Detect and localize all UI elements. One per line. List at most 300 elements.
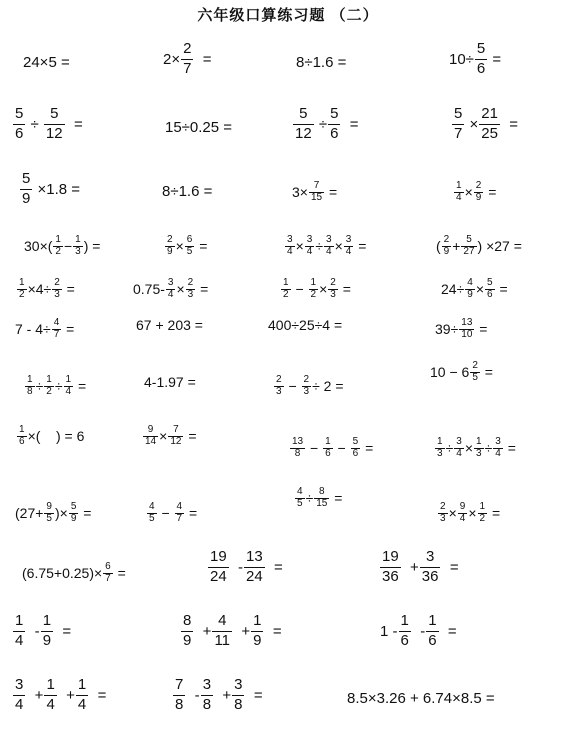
fraction: [181, 40, 193, 79]
fraction: [290, 437, 305, 459]
fraction: [212, 612, 232, 651]
expression-text: =: [196, 281, 209, 297]
expression-text: 1 -: [380, 622, 398, 640]
expression-text: ×( ) = 6: [27, 428, 85, 444]
numerator: 5: [330, 105, 339, 122]
numerator: 3: [167, 277, 174, 288]
numerator: 4: [467, 277, 473, 288]
denominator: 4: [15, 631, 24, 649]
problem-p04: [449, 40, 501, 79]
problem-p15: [284, 235, 366, 257]
numerator: 1: [42, 612, 52, 629]
fraction: [274, 375, 284, 397]
denominator: 4: [456, 191, 462, 203]
expression-text: (: [436, 238, 441, 254]
problem-p43: [12, 676, 106, 715]
numerator: 1: [253, 612, 262, 629]
expression-text: =: [338, 281, 351, 297]
fraction: [295, 487, 305, 509]
numerator: 2: [475, 180, 482, 191]
fraction: [147, 502, 157, 524]
fraction: [44, 375, 54, 397]
expression-text: −: [333, 440, 350, 456]
numerator: 3: [234, 676, 243, 693]
problem-p16: [436, 235, 522, 257]
numerator: 7: [313, 180, 320, 191]
numerator: 5: [50, 105, 59, 122]
denominator: 24: [210, 567, 227, 585]
denominator: 4: [77, 695, 87, 713]
fraction: [64, 375, 74, 397]
numerator: 13: [292, 436, 304, 447]
problem-p32: [434, 437, 516, 459]
fraction: [13, 105, 25, 144]
fraction: [232, 676, 244, 715]
expression-text: 39÷: [435, 321, 459, 337]
fraction: [305, 235, 315, 257]
denominator: 6: [487, 288, 493, 300]
numerator: 6: [186, 234, 193, 245]
expression-text: 15÷0.25 =: [165, 119, 233, 136]
numerator: 3: [287, 234, 293, 245]
numerator: 1: [400, 612, 409, 629]
problem-p19: [280, 278, 351, 300]
expression-text: ) =: [83, 238, 101, 254]
denominator: 4: [459, 512, 466, 524]
numerator: 1: [46, 676, 55, 693]
fraction: [41, 612, 53, 651]
denominator: 9: [475, 191, 482, 203]
denominator: 4: [326, 245, 332, 257]
expression-text: =: [488, 50, 502, 68]
fraction: [244, 548, 265, 587]
denominator: 2: [479, 512, 486, 524]
numerator: 4: [176, 501, 183, 512]
denominator: 4: [46, 695, 55, 713]
expression-text: 3×: [292, 184, 308, 200]
fraction: [454, 181, 464, 203]
expression-text: =: [500, 115, 519, 133]
fraction: [328, 278, 338, 300]
problem-p17: [16, 278, 75, 300]
denominator: 9: [443, 245, 450, 257]
fraction: [438, 502, 448, 524]
denominator: 4: [167, 288, 174, 300]
expression-text: =: [65, 115, 83, 133]
expression-text: +: [401, 558, 419, 576]
problem-p13: [24, 235, 100, 257]
problem-p10: [162, 184, 212, 199]
problem-p23: [268, 318, 342, 332]
expression-text: +: [57, 686, 75, 704]
numerator: 2: [54, 277, 60, 288]
numerator: 1: [479, 501, 486, 512]
numerator: 4: [149, 501, 155, 512]
expression-text: -: [229, 558, 244, 576]
fraction: [69, 502, 79, 524]
expression-text: +: [233, 622, 251, 640]
expression-text: ×: [175, 238, 184, 254]
fraction: [479, 105, 500, 144]
expression-text: =: [484, 184, 497, 200]
expression-text: +: [452, 238, 461, 254]
expression-text: ÷: [35, 378, 44, 394]
denominator: 10: [461, 328, 473, 340]
denominator: 36: [421, 567, 439, 585]
fraction: [76, 676, 88, 715]
denominator: 4: [15, 695, 24, 713]
numerator: 1: [476, 436, 482, 447]
denominator: 5: [149, 512, 155, 524]
expression-text: =: [325, 184, 338, 200]
expression-text: =: [264, 622, 282, 640]
expression-text: ÷: [54, 378, 63, 394]
problem-p44: [172, 676, 263, 715]
denominator: 8: [294, 447, 301, 459]
numerator: 21: [481, 105, 498, 122]
expression-text: +: [194, 622, 212, 640]
expression-text: 8÷1.6 =: [162, 183, 213, 200]
problem-p35: [294, 487, 342, 509]
expression-text: 10÷: [449, 50, 474, 68]
problem-p39: [379, 548, 459, 587]
fraction: [181, 612, 193, 651]
problem-p01: [23, 55, 70, 70]
numerator: 1: [456, 180, 462, 191]
denominator: 3: [276, 385, 282, 397]
numerator: 8: [319, 486, 325, 497]
denominator: 2: [55, 245, 61, 257]
numerator: 5: [22, 170, 31, 187]
denominator: 9: [42, 631, 52, 649]
denominator: 3: [440, 512, 446, 524]
problem-p02: [163, 40, 212, 79]
numerator: 7: [173, 424, 179, 435]
expression-text: =: [354, 238, 367, 254]
numerator: 5: [352, 436, 359, 447]
expression-text: =: [341, 115, 359, 133]
fraction: [73, 235, 83, 257]
fraction: [485, 278, 495, 300]
fraction: [314, 487, 329, 509]
expression-text: =: [439, 622, 457, 640]
numerator: 2: [472, 360, 478, 371]
fraction: [44, 502, 54, 524]
fraction: [465, 278, 475, 300]
numerator: 1: [65, 374, 72, 385]
numerator: 4: [297, 486, 303, 497]
fraction: [186, 278, 196, 300]
numerator: 9: [46, 501, 52, 512]
expression-text: ×: [468, 505, 477, 521]
numerator: 1: [77, 676, 87, 693]
fraction: [380, 548, 401, 587]
expression-text: =: [330, 490, 343, 506]
denominator: 9: [467, 288, 473, 300]
expression-text: ×: [475, 281, 485, 297]
numerator: 1: [19, 277, 25, 288]
fraction: [165, 235, 175, 257]
numerator: 1: [75, 234, 81, 245]
fraction: [175, 502, 185, 524]
denominator: 4: [65, 385, 72, 397]
expression-text: ×: [448, 505, 457, 521]
denominator: 15: [316, 497, 328, 509]
fraction: [454, 437, 464, 459]
fraction: [474, 181, 484, 203]
problem-p03: [296, 55, 346, 70]
denominator: 3: [303, 385, 310, 397]
denominator: 7: [53, 328, 60, 340]
numerator: 4: [218, 612, 227, 629]
denominator: 9: [183, 631, 192, 649]
numerator: 1: [55, 234, 61, 245]
denominator: 4: [495, 447, 501, 459]
numerator: 1: [437, 436, 443, 447]
problem-p11: [292, 181, 337, 203]
expression-text: =: [54, 622, 72, 640]
numerator: 1: [19, 424, 25, 435]
expression-text: ) ×27 =: [477, 238, 522, 254]
expression-text: ×: [159, 428, 168, 444]
expression-text: 0.75-: [133, 281, 165, 297]
denominator: 36: [382, 567, 399, 585]
numerator: 3: [15, 676, 24, 693]
numerator: 5: [487, 277, 493, 288]
expression-text: 30×(: [24, 238, 53, 254]
fraction: [52, 278, 62, 300]
denominator: 12: [295, 124, 312, 142]
fraction: [52, 318, 62, 340]
numerator: 8: [183, 612, 192, 629]
fraction: [452, 105, 464, 144]
numerator: 2: [167, 234, 173, 245]
expression-text: =: [480, 364, 493, 380]
expression-text: +: [26, 686, 44, 704]
denominator: 6: [352, 447, 359, 459]
fraction: [323, 437, 333, 459]
numerator: 13: [461, 317, 473, 328]
numerator: 2: [330, 277, 336, 288]
expression-text: −: [63, 238, 73, 254]
problem-p34: [146, 502, 197, 524]
fraction: [143, 425, 158, 447]
problem-p33: [15, 502, 91, 524]
fraction: [13, 676, 25, 715]
denominator: 6: [428, 631, 437, 649]
expression-text: =: [361, 440, 374, 456]
denominator: 8: [202, 695, 212, 713]
denominator: 2: [283, 288, 289, 300]
denominator: 7: [105, 572, 111, 584]
fraction: [475, 40, 487, 79]
problem-p30: [142, 425, 197, 447]
denominator: 9: [70, 512, 77, 524]
expression-text: ÷: [305, 490, 314, 506]
problem-p41: [180, 612, 282, 651]
expression-text: 24×5 =: [23, 54, 70, 71]
expression-text: (6.75+0.25)×: [22, 565, 103, 581]
numerator: 2: [187, 277, 194, 288]
expression-text: ÷: [484, 440, 493, 456]
fraction: [293, 105, 314, 144]
expression-text: ×: [176, 281, 185, 297]
denominator: 6: [400, 631, 409, 649]
expression-text: =: [475, 321, 488, 337]
problem-p22: [136, 318, 203, 332]
numerator: 9: [147, 424, 154, 435]
problem-p28: [430, 361, 493, 383]
denominator: 3: [476, 447, 482, 459]
problem-p42: [380, 612, 457, 651]
expression-text: ÷ 2 =: [312, 378, 344, 394]
expression-text: ×1.8 =: [33, 180, 81, 198]
numerator: 5: [299, 105, 308, 122]
problem-p36: [437, 502, 500, 524]
numerator: 3: [326, 234, 332, 245]
problem-p08: [451, 105, 518, 144]
expression-text: =: [503, 440, 516, 456]
expression-text: ×: [465, 115, 479, 133]
denominator: 7: [454, 124, 463, 142]
expression-text: 8.5×3.26 + 6.74×8.5 =: [347, 690, 495, 707]
expression-text: ÷: [314, 115, 328, 133]
numerator: 5: [454, 105, 463, 122]
numerator: 3: [202, 676, 212, 693]
fraction: [399, 612, 411, 651]
expression-text: =: [74, 378, 87, 394]
denominator: 9: [22, 189, 31, 207]
expression-text: ×: [464, 440, 473, 456]
numerator: 13: [246, 548, 263, 565]
denominator: 3: [437, 447, 443, 459]
problem-p27: [273, 375, 344, 397]
expression-text: 4-1.97 =: [144, 374, 196, 390]
denominator: 4: [306, 245, 313, 257]
expression-text: ×: [334, 238, 343, 254]
fraction: [17, 278, 27, 300]
problem-p37: [22, 562, 126, 584]
fraction: [53, 235, 63, 257]
denominator: 8: [234, 695, 243, 713]
numerator: 4: [53, 317, 60, 328]
fraction: [458, 502, 468, 524]
denominator: 4: [345, 245, 352, 257]
fraction: [328, 105, 340, 144]
fraction: [166, 278, 176, 300]
expression-text: 7 - 4÷: [15, 321, 51, 337]
numerator: 2: [440, 501, 446, 512]
fraction: [461, 235, 476, 257]
problem-p45: [347, 691, 495, 706]
expression-text: −: [291, 281, 308, 297]
numerator: 5: [476, 40, 486, 57]
numerator: 3: [425, 548, 435, 565]
denominator: 25: [481, 124, 498, 142]
denominator: 5: [472, 371, 478, 383]
numerator: 1: [46, 374, 52, 385]
fraction: [44, 105, 65, 144]
denominator: 3: [54, 288, 60, 300]
denominator: 11: [214, 631, 231, 649]
denominator: 24: [246, 567, 263, 585]
denominator: 6: [19, 435, 25, 447]
denominator: 6: [476, 59, 486, 77]
problem-p38: [207, 548, 283, 587]
expression-text: =: [62, 281, 75, 297]
expression-text: =: [195, 238, 208, 254]
numerator: 1: [428, 612, 437, 629]
numerator: 3: [306, 234, 313, 245]
fraction: [474, 437, 484, 459]
expression-text: 67 + 203 =: [136, 317, 203, 333]
denominator: 5: [46, 512, 52, 524]
fraction: [13, 612, 25, 651]
denominator: 27: [463, 245, 475, 257]
denominator: 8: [27, 385, 33, 397]
problem-p25: [24, 375, 86, 397]
denominator: 2: [19, 288, 25, 300]
fraction: [420, 548, 441, 587]
expression-text: =: [62, 321, 75, 337]
numerator: 2: [183, 40, 192, 57]
expression-text: ÷: [315, 238, 323, 254]
fraction: [251, 612, 263, 651]
denominator: 12: [45, 124, 63, 142]
fraction: [493, 437, 503, 459]
expression-text: 400÷25÷4 =: [268, 317, 343, 333]
expression-text: =: [441, 558, 459, 576]
denominator: 6: [325, 447, 331, 459]
problem-p40: [12, 612, 71, 651]
problem-p31: [289, 437, 373, 459]
expression-text: =: [89, 686, 107, 704]
denominator: 6: [330, 124, 339, 142]
expression-text: 8÷1.6 =: [296, 54, 347, 71]
expression-text: ÷: [445, 440, 454, 456]
numerator: 2: [303, 374, 310, 385]
expression-text: =: [488, 505, 501, 521]
fraction: [351, 437, 361, 459]
expression-text: =: [265, 558, 283, 576]
fraction: [435, 437, 445, 459]
problem-p24: [435, 318, 487, 340]
expression-text: 2×: [163, 50, 181, 68]
problem-p20: [441, 278, 508, 300]
expression-text: =: [184, 428, 197, 444]
problem-p21: [15, 318, 74, 340]
fraction: [478, 502, 488, 524]
denominator: 3: [330, 288, 336, 300]
fraction: [25, 375, 35, 397]
expression-text: ×: [295, 238, 304, 254]
numerator: 9: [459, 501, 466, 512]
expression-text: −: [306, 440, 323, 456]
fraction: [426, 612, 438, 651]
denominator: 14: [145, 435, 157, 447]
numerator: 1: [283, 277, 289, 288]
denominator: 9: [253, 631, 262, 649]
fraction: [44, 676, 56, 715]
expression-text: −: [284, 378, 301, 394]
denominator: 8: [175, 695, 184, 713]
problem-p12: [453, 181, 496, 203]
numerator: 5: [70, 501, 77, 512]
expression-text: -: [26, 622, 40, 640]
denominator: 3: [187, 288, 194, 300]
numerator: 5: [466, 234, 472, 245]
fraction: [168, 425, 183, 447]
